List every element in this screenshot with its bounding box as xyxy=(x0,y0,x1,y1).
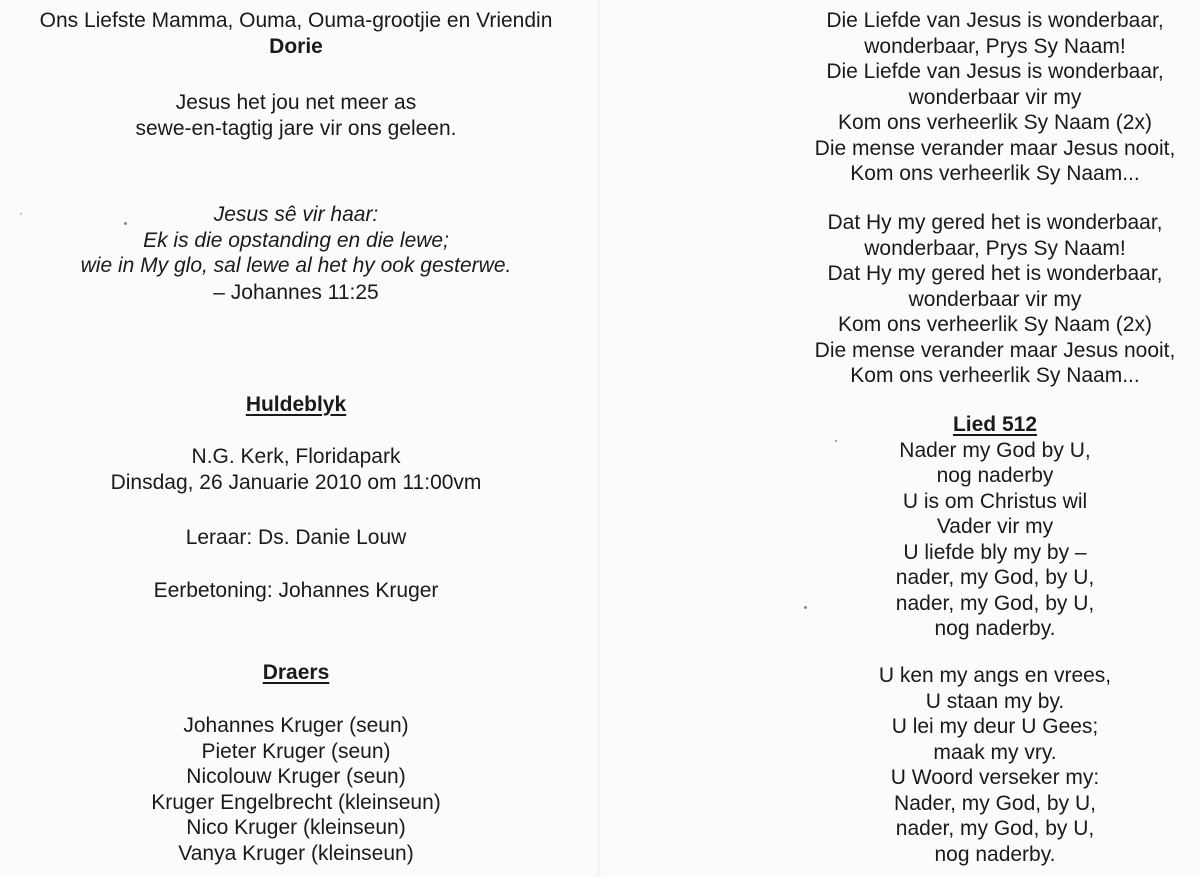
song-line: Die mense verander maar Jesus nooit, xyxy=(814,338,1176,362)
tribute-line: Jesus het jou net meer as xyxy=(175,91,417,114)
minister-block xyxy=(0,525,592,551)
bearer-name: Kruger Engelbrecht (kleinseun) xyxy=(151,790,441,814)
hymn-line: nader, my God, by U, xyxy=(895,591,1095,615)
bearer-name: Johannes Kruger (seun) xyxy=(183,714,409,737)
hymn-line: U Woord verseker my: xyxy=(890,766,1100,789)
song-line: Kom ons verheerlik Sy Naam... xyxy=(850,364,1140,387)
page-fold xyxy=(596,0,602,877)
service-datetime: Dinsdag, 26 Januarie 2010 om 11:00vm xyxy=(110,470,482,494)
song-line: wonderbaar vir my xyxy=(908,287,1082,311)
scan-speck xyxy=(124,222,127,225)
service-details xyxy=(0,444,592,495)
dedication-block xyxy=(0,8,592,59)
song-verse-1 xyxy=(790,8,1200,187)
song-line: Kom ons verheerlik Sy Naam (2x) xyxy=(838,313,1152,336)
song-line: Die Liefde van Jesus is wonderbaar, xyxy=(826,60,1164,83)
honours-block xyxy=(0,578,592,604)
deceased-name: Dorie xyxy=(269,34,323,58)
scripture-verse xyxy=(0,202,592,279)
hymn-heading: Lied 512 xyxy=(952,413,1038,436)
hymn-line: nader, my God, by U, xyxy=(895,817,1095,840)
verse-line: Ek is die opstanding en die lewe; xyxy=(143,228,449,252)
bearer-name: Pieter Kruger (seun) xyxy=(201,739,391,763)
service-minister: Leraar: Ds. Danie Louw xyxy=(185,526,407,549)
dedication-line: Ons Liefste Mamma, Ouma, Ouma-grootjie en Vriendin xyxy=(39,9,553,32)
hymn-line: U lei my deur U Gees; xyxy=(891,715,1099,738)
verse-reference: – Johannes 11:25 xyxy=(213,281,379,304)
hymn-line: nog naderby. xyxy=(934,842,1056,866)
scan-speck xyxy=(804,606,807,609)
hymn-line: U is om Christus wil xyxy=(902,489,1088,513)
hymn-line: U liefde bly my by – xyxy=(903,540,1087,564)
hymn-line: Nader my God by U, xyxy=(899,438,1091,462)
bearer-name: Vanya Kruger (kleinseun) xyxy=(178,841,414,865)
verse-line: Jesus sê vir haar: xyxy=(213,203,379,226)
song-line: Die Liefde van Jesus is wonderbaar, xyxy=(826,9,1164,32)
hymn-line: U staan my by. xyxy=(925,689,1065,713)
song-line: Die mense verander maar Jesus nooit, xyxy=(814,136,1176,160)
tribute-line: sewe-en-tagtig jare vir ons geleen. xyxy=(135,116,457,140)
hymn-line: U ken my angs en vrees, xyxy=(878,664,1112,687)
bearers-heading-block xyxy=(0,660,592,686)
hymn-line: nader, my God, by U, xyxy=(895,566,1095,589)
song-verse-2 xyxy=(790,210,1200,389)
song-line: wonderbaar, Prys Sy Naam! xyxy=(864,236,1126,260)
song-line: Dat Hy my gered het is wonderbaar, xyxy=(827,262,1163,285)
service-block xyxy=(0,392,592,418)
song-line: wonderbaar, Prys Sy Naam! xyxy=(864,34,1126,58)
bearer-name: Nicolouw Kruger (seun) xyxy=(186,765,406,788)
hymn-line: Vader vir my xyxy=(936,515,1054,538)
service-church: N.G. Kerk, Floridapark xyxy=(191,445,401,468)
hymn-verse-2 xyxy=(790,663,1200,867)
scripture-reference-block xyxy=(0,280,592,306)
bearer-name: Nico Kruger (kleinseun) xyxy=(186,816,406,839)
hymn-block xyxy=(790,412,1200,642)
song-line: wonderbaar vir my xyxy=(908,85,1082,109)
bearers-heading: Draers xyxy=(262,661,330,684)
bearers-list xyxy=(0,713,592,866)
song-line: Kom ons verheerlik Sy Naam (2x) xyxy=(838,111,1152,134)
service-honours: Eerbetoning: Johannes Kruger xyxy=(153,579,439,602)
song-line: Kom ons verheerlik Sy Naam... xyxy=(850,162,1140,185)
scan-speck xyxy=(835,440,837,442)
hymn-line: Nader, my God, by U, xyxy=(894,791,1096,815)
hymn-line: maak my vry. xyxy=(933,740,1057,764)
scan-speck xyxy=(20,213,22,215)
hymn-line: nog naderby xyxy=(936,464,1054,487)
service-heading: Huldeblyk xyxy=(245,393,347,416)
song-line: Dat Hy my gered het is wonderbaar, xyxy=(827,211,1163,234)
verse-line: wie in My glo, sal lewe al het hy ook gesterwe. xyxy=(80,254,512,277)
hymn-line: nog naderby. xyxy=(934,617,1056,640)
tribute-block xyxy=(0,90,592,141)
